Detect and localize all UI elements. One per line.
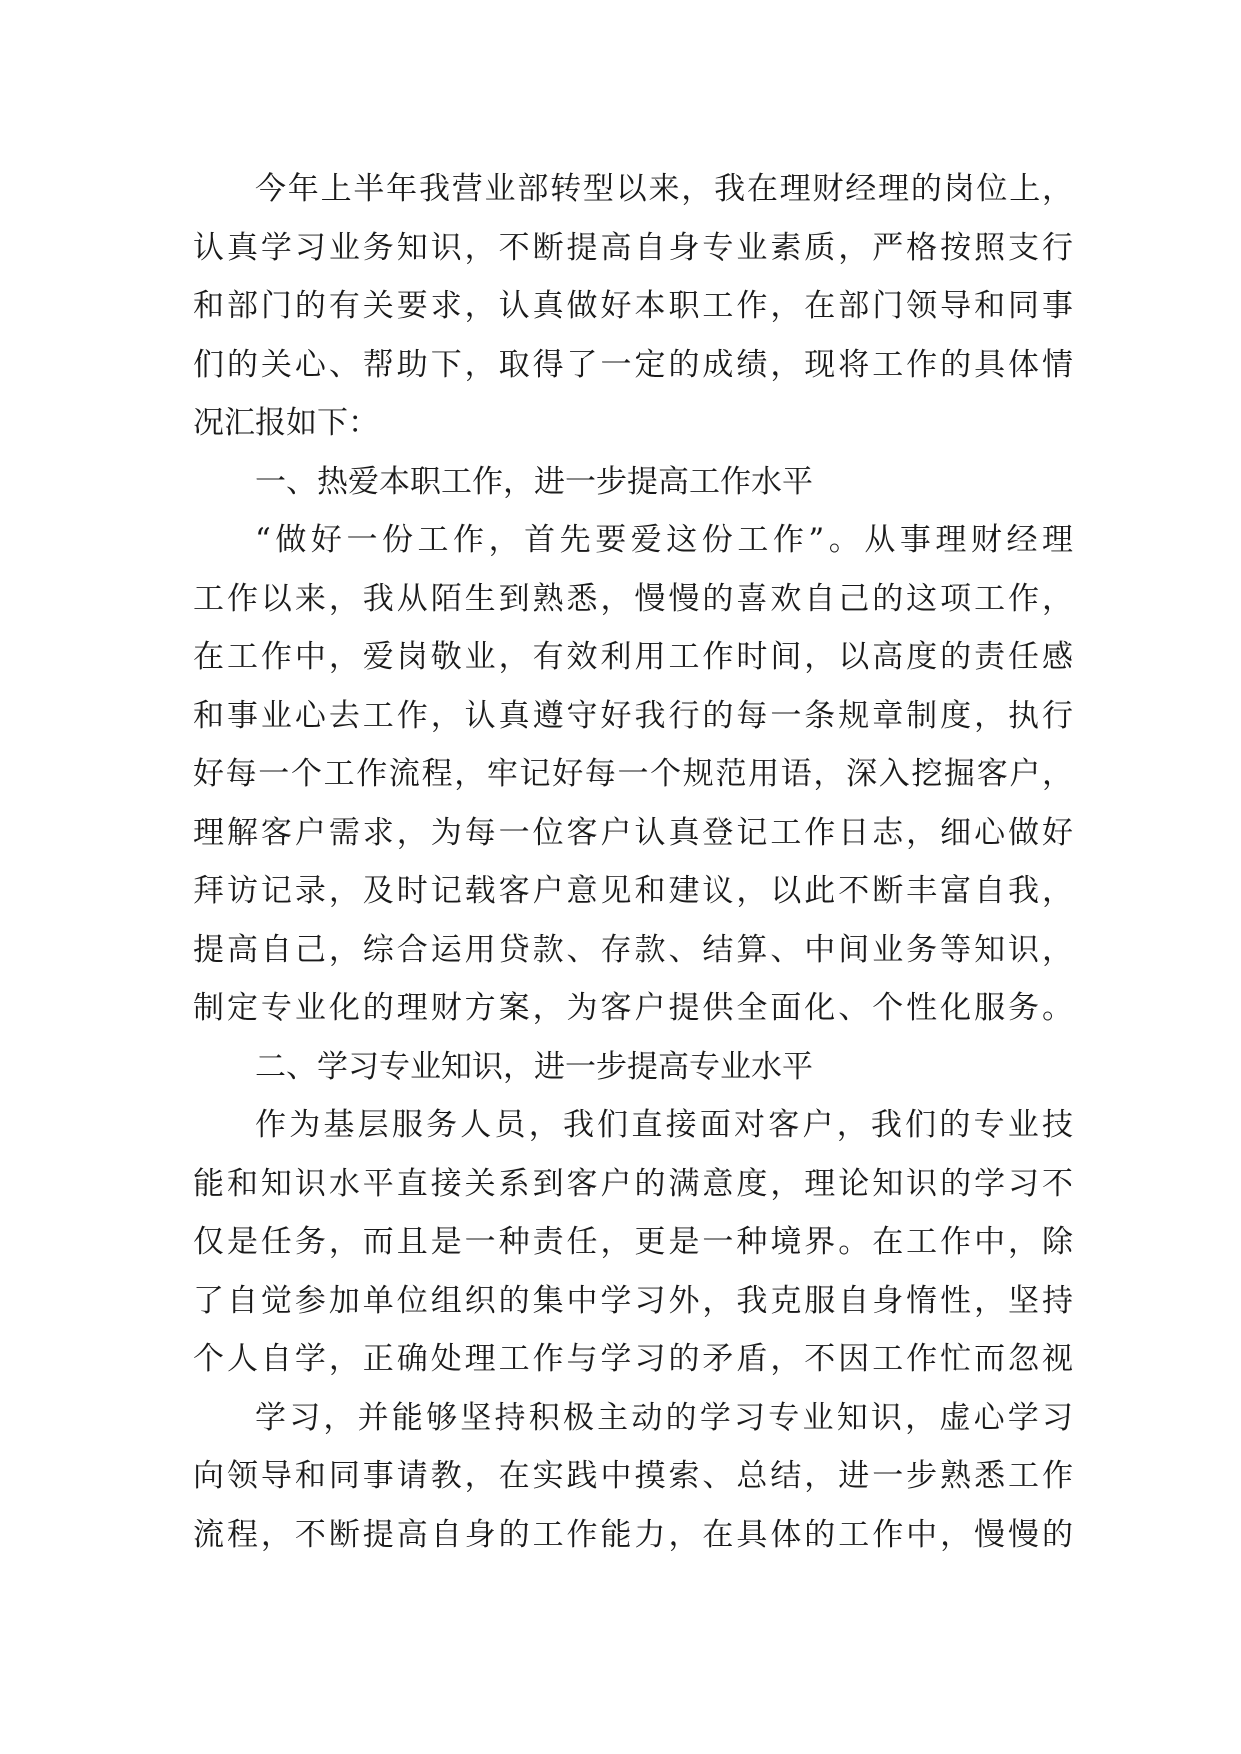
text-line: 流程，不断提高自身的工作能力，在具体的工作中，慢慢的 bbox=[193, 1516, 1073, 1553]
text-line: 学习，并能够坚持积极主动的学习专业知识，虚心学习 bbox=[255, 1399, 1073, 1436]
text-line: 二、学习专业知识，进一步提高专业水平 bbox=[255, 1048, 813, 1085]
text-line: 们的关心、帮助下，取得了一定的成绩，现将工作的具体情 bbox=[193, 346, 1073, 383]
text-line: 仅是任务，而且是一种责任，更是一种境界。在工作中，除 bbox=[193, 1224, 1073, 1260]
text-line: 工作以来，我从陌生到熟悉，慢慢的喜欢自己的这项工作， bbox=[193, 580, 1073, 617]
text-line: 个人自学，正确处理工作与学习的矛盾，不因工作忙而忽视 bbox=[193, 1341, 1073, 1377]
text-line: 作为基层服务人员，我们直接面对客户，我们的专业技 bbox=[255, 1107, 1073, 1143]
text-line: 一、热爱本职工作，进一步提高工作水平 bbox=[255, 463, 813, 500]
text-line: 在工作中，爱岗敬业，有效利用工作时间，以高度的责任感 bbox=[193, 639, 1073, 675]
text-line: 和事业心去工作，认真遵守好我行的每一条规章制度，执行 bbox=[193, 697, 1073, 734]
text-line: 拜访记录，及时记载客户意见和建议，以此不断丰富自我， bbox=[193, 873, 1073, 909]
document-body bbox=[193, 160, 1073, 1564]
text-line: 况汇报如下： bbox=[193, 405, 379, 441]
text-line: 好每一个工作流程，牢记好每一个规范用语，深入挖掘客户， bbox=[193, 756, 1073, 792]
text-line: 制定专业化的理财方案，为客户提供全面化、个性化服务。 bbox=[193, 990, 1073, 1026]
text-line: 了自觉参加单位组织的集中学习外，我克服自身惰性，坚持 bbox=[193, 1282, 1073, 1319]
text-line: 和部门的有关要求，认真做好本职工作，在部门领导和同事 bbox=[193, 288, 1073, 324]
text-line: 向领导和同事请教，在实践中摸索、总结，进一步熟悉工作 bbox=[193, 1458, 1073, 1494]
text-line: 理解客户需求，为每一位客户认真登记工作日志，细心做好 bbox=[193, 814, 1073, 851]
text-line: 能和知识水平直接关系到客户的满意度，理论知识的学习不 bbox=[193, 1165, 1073, 1202]
text-line: “做好一份工作，首先要爱这份工作”。从事理财经理 bbox=[255, 522, 1073, 558]
text-line: 提高自己，综合运用贷款、存款、结算、中间业务等知识， bbox=[193, 931, 1073, 968]
text-line: 今年上半年我营业部转型以来，我在理财经理的岗位上， bbox=[255, 171, 1073, 207]
text-line: 认真学习业务知识，不断提高自身专业素质，严格按照支行 bbox=[193, 229, 1073, 266]
